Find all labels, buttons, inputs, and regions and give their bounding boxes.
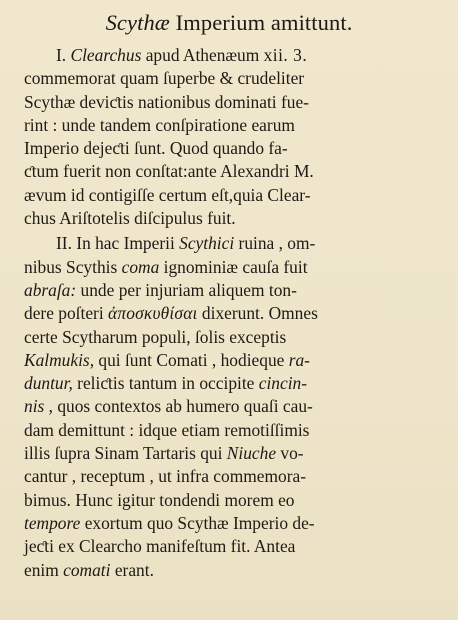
- text-line: [0, 559, 458, 582]
- text-span: ignominiæ cauſa fuit: [159, 256, 308, 277]
- text-span: vo-: [276, 443, 304, 464]
- italic-term: coma: [121, 256, 160, 277]
- italic-term: Niuche: [226, 443, 277, 464]
- text-line: [0, 372, 458, 395]
- text-span: erant.: [110, 559, 154, 580]
- text-line: cantur , receptum , ut infra commemora-: [24, 466, 306, 487]
- text-span: illis ſupra Sinam Tartaris qui: [24, 443, 227, 464]
- text-line: rint : unde tandem conſpiratione earum: [24, 114, 295, 135]
- page-title: [0, 8, 458, 38]
- author-name: Clearchus: [70, 45, 142, 65]
- text-line: [0, 256, 458, 279]
- italic-term: comati: [63, 559, 111, 580]
- italic-term: duntur,: [24, 373, 73, 394]
- text-line: bimus. Hunc igitur tondendi morem eo: [24, 489, 295, 510]
- text-line: [0, 395, 458, 418]
- citation: xii. 3.: [263, 45, 308, 65]
- text-span: nibus Scythis: [24, 256, 122, 277]
- text-line: chus Ariſtotelis diſcipulus fuit.: [24, 208, 236, 229]
- text-line: [0, 302, 458, 325]
- text-span: enim: [24, 559, 64, 580]
- text-line: jeƈti ex Clearcho manifeſtum fit. Antea: [24, 536, 296, 557]
- section-1-paragraph: [0, 44, 458, 230]
- text-span: apud Athenæum: [141, 45, 264, 65]
- text-span: dere poſteri: [24, 303, 109, 324]
- text-line: [0, 512, 458, 535]
- text-line: [0, 442, 458, 465]
- italic-term: Scythici: [179, 233, 235, 254]
- text-line: Imperio dejeƈti ſunt. Quod quando fa-: [24, 138, 288, 159]
- text-span: , quos contextos ab humero quaſi cau-: [44, 396, 313, 417]
- text-span: dixerunt. Omnes: [197, 303, 318, 324]
- text-line: dam demittunt : idque etiam remotiſſimis: [24, 419, 310, 440]
- text-line: [0, 232, 458, 255]
- italic-term: tempore: [24, 512, 81, 533]
- italic-term: ra-: [288, 349, 310, 370]
- text-line: ƈtum fuerit non conſtat:ante Alexandri M.: [24, 161, 314, 182]
- text-line: certe Scytharum populi, ſolis exceptis: [24, 326, 287, 347]
- page-title-rest: Imperium amittunt.: [169, 10, 353, 35]
- italic-term: nis: [24, 396, 45, 417]
- text-span: II. In hac Imperii: [56, 233, 180, 254]
- text-line: [0, 44, 458, 67]
- page-title-italic: Scythæ: [105, 10, 170, 35]
- text-line: commemorat quam ſuperbe & crudeliter: [24, 68, 305, 89]
- text-line: [0, 349, 458, 372]
- text-line: ævum id contigiſſe certum eſt,quia Clear-: [24, 184, 311, 205]
- text-line: [0, 279, 458, 302]
- text-span: qui ſunt Comati , hodieque: [94, 349, 289, 370]
- text-span: reliƈtis tantum in occipite: [72, 373, 259, 394]
- italic-term: abraſa:: [24, 279, 77, 300]
- section-number: I.: [56, 45, 71, 65]
- text-line: Scythæ deviƈtis nationibus dominati fue-: [24, 91, 309, 112]
- text-span: ruina , om-: [234, 233, 316, 254]
- italic-term: Kalmukis,: [24, 349, 95, 370]
- greek-word: ἀποσκυθίσαι: [108, 303, 198, 324]
- text-span: exortum quo Scythæ Imperio de-: [80, 512, 315, 533]
- text-span: unde per injuriam aliquem ton-: [76, 279, 297, 300]
- section-2-paragraph: [0, 232, 458, 581]
- italic-term: cincin-: [258, 373, 308, 394]
